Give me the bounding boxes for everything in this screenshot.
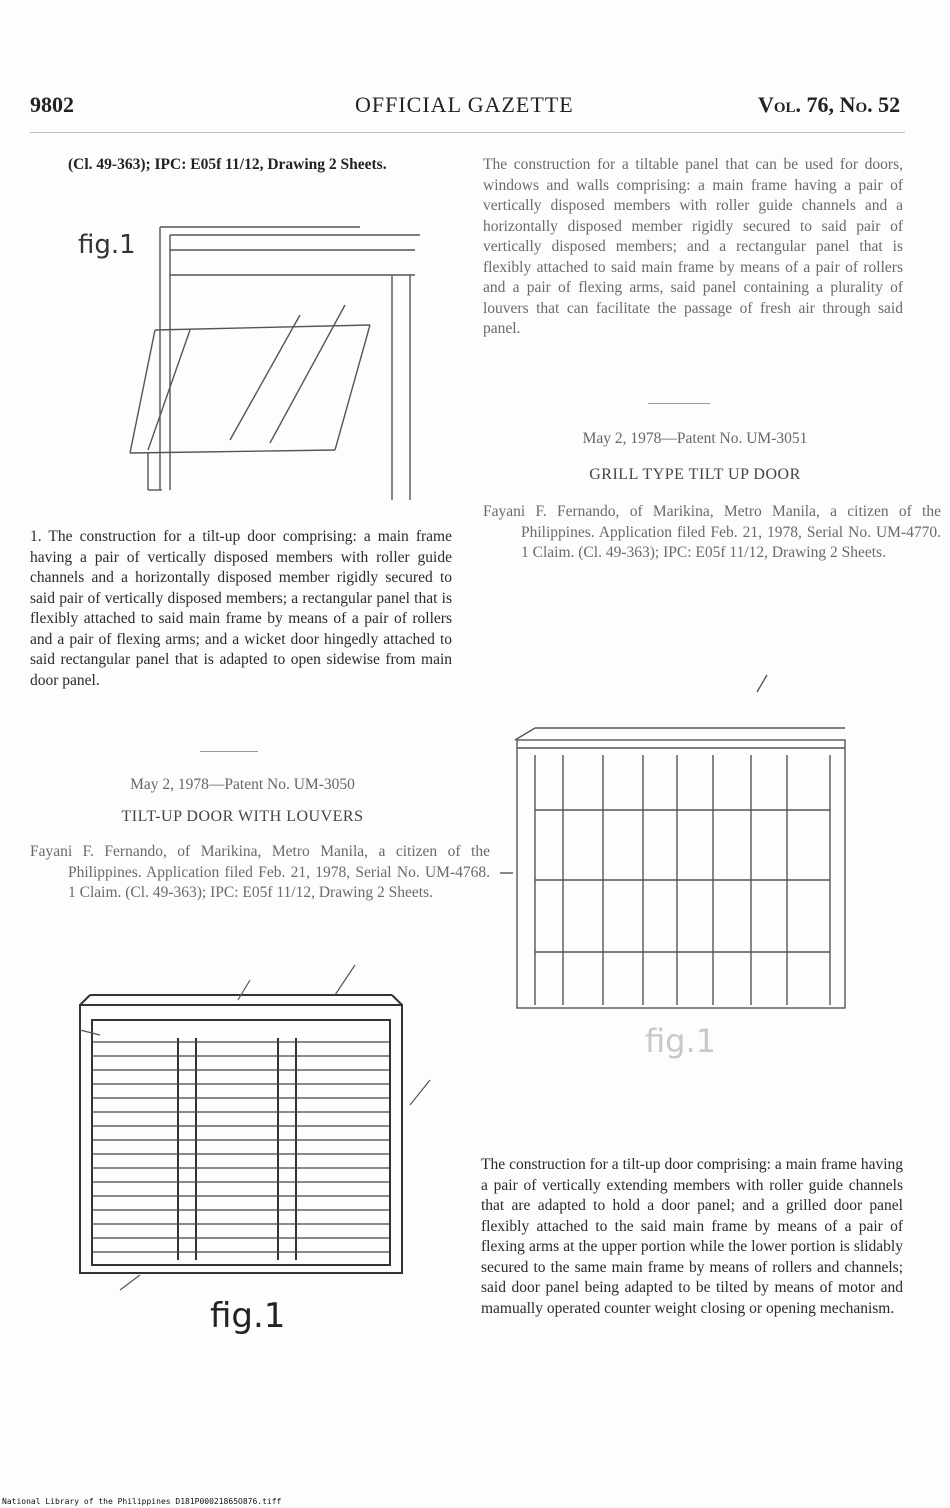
patent-title-um3050: TILT-UP DOOR WITH LOUVERS [121,808,364,825]
section-divider [648,403,710,404]
figure-label: fig.1 [210,1296,286,1336]
page-number: 9802 [30,92,74,117]
figure-grill-door [495,670,885,1070]
continued-classification: (Cl. 49-363); IPC: E05f 11/12, Drawing 2 Sheets. [68,156,387,173]
volume-number: Vol. 76, No. 52 [758,92,901,117]
patent-body-um3050: Fayani F. Fernando, of Marikina, Metro Manila, a citizen of the Philippines. Application filed Feb. 21, 1978, Serial No. UM-4768. 1 Claim. (Cl. 49-363); IPC: E05f 11/12, Drawing 2 Sheets. [30,843,490,901]
figure-label: fig.1 [645,1022,716,1060]
claim-text-um3050: The construction for a tiltable panel that can be used for doors, windows and walls comprising: a main frame having a pair of vertically disposed members with roller guide channels and a horizontally disposed member rigidly secured to said pair of vertically disposed members; and a rectangular panel that is flexibly attached to said main frame by means of a pair of rollers and a pair of flexing arms, said panel containing a plurality of louvers that can facilitate the passage of fresh air through said panel. [483,156,903,337]
patent-date-um3050: May 2, 1978—Patent No. UM-3050 [130,776,355,793]
header-rule [30,132,905,133]
section-divider [200,751,258,752]
figure-louver-door [50,960,450,1370]
scan-footer: National Library of the Philippines D181P00021865O876.tiff [2,1497,282,1506]
figure-tilt-up-door [70,205,460,505]
claim-text-um3049: 1. The construction for a tilt-up door comprising: a main frame having a pair of vertically disposed members with roller guide channels and a horizontally disposed member rigidly secured to said pair of vertically disposed members; a rectangular panel that is flexibly attached to said main frame by means of a pair of rollers and a pair of flexing arms; and a wicket door hingedly attached to said rectangular panel that is adapted to open sidewise from main door panel. [30,528,452,689]
claim-text-um3051: The construction for a tilt-up door comprising: a main frame having a pair of vertically extending members with roller guide channels that are adapted to hold a door panel; and a grilled door panel flexibly attached to the said main frame by means of a pair of flexing arms at the upper portion while the lower portion is slidably secured to the same main frame by means of rollers and channels; said door panel being adapted to be tilted by means of motor and mamually operated counter weight closing or opening mechanism. [481,1156,903,1317]
patent-title-um3051: GRILL TYPE TILT UP DOOR [589,466,801,483]
publication-title: OFFICIAL GAZETTE [355,92,574,117]
patent-body-um3051: Fayani F. Fernando, of Marikina, Metro Manila, a citizen of the Philippines. Application filed Feb. 21, 1978, Serial No. UM-4770. 1 Claim. (Cl. 49-363); IPC: E05f 11/12, Drawing 2 Sheets. [483,503,941,561]
patent-date-um3051: May 2, 1978—Patent No. UM-3051 [582,430,808,447]
figure-label: fig.1 [78,230,136,260]
